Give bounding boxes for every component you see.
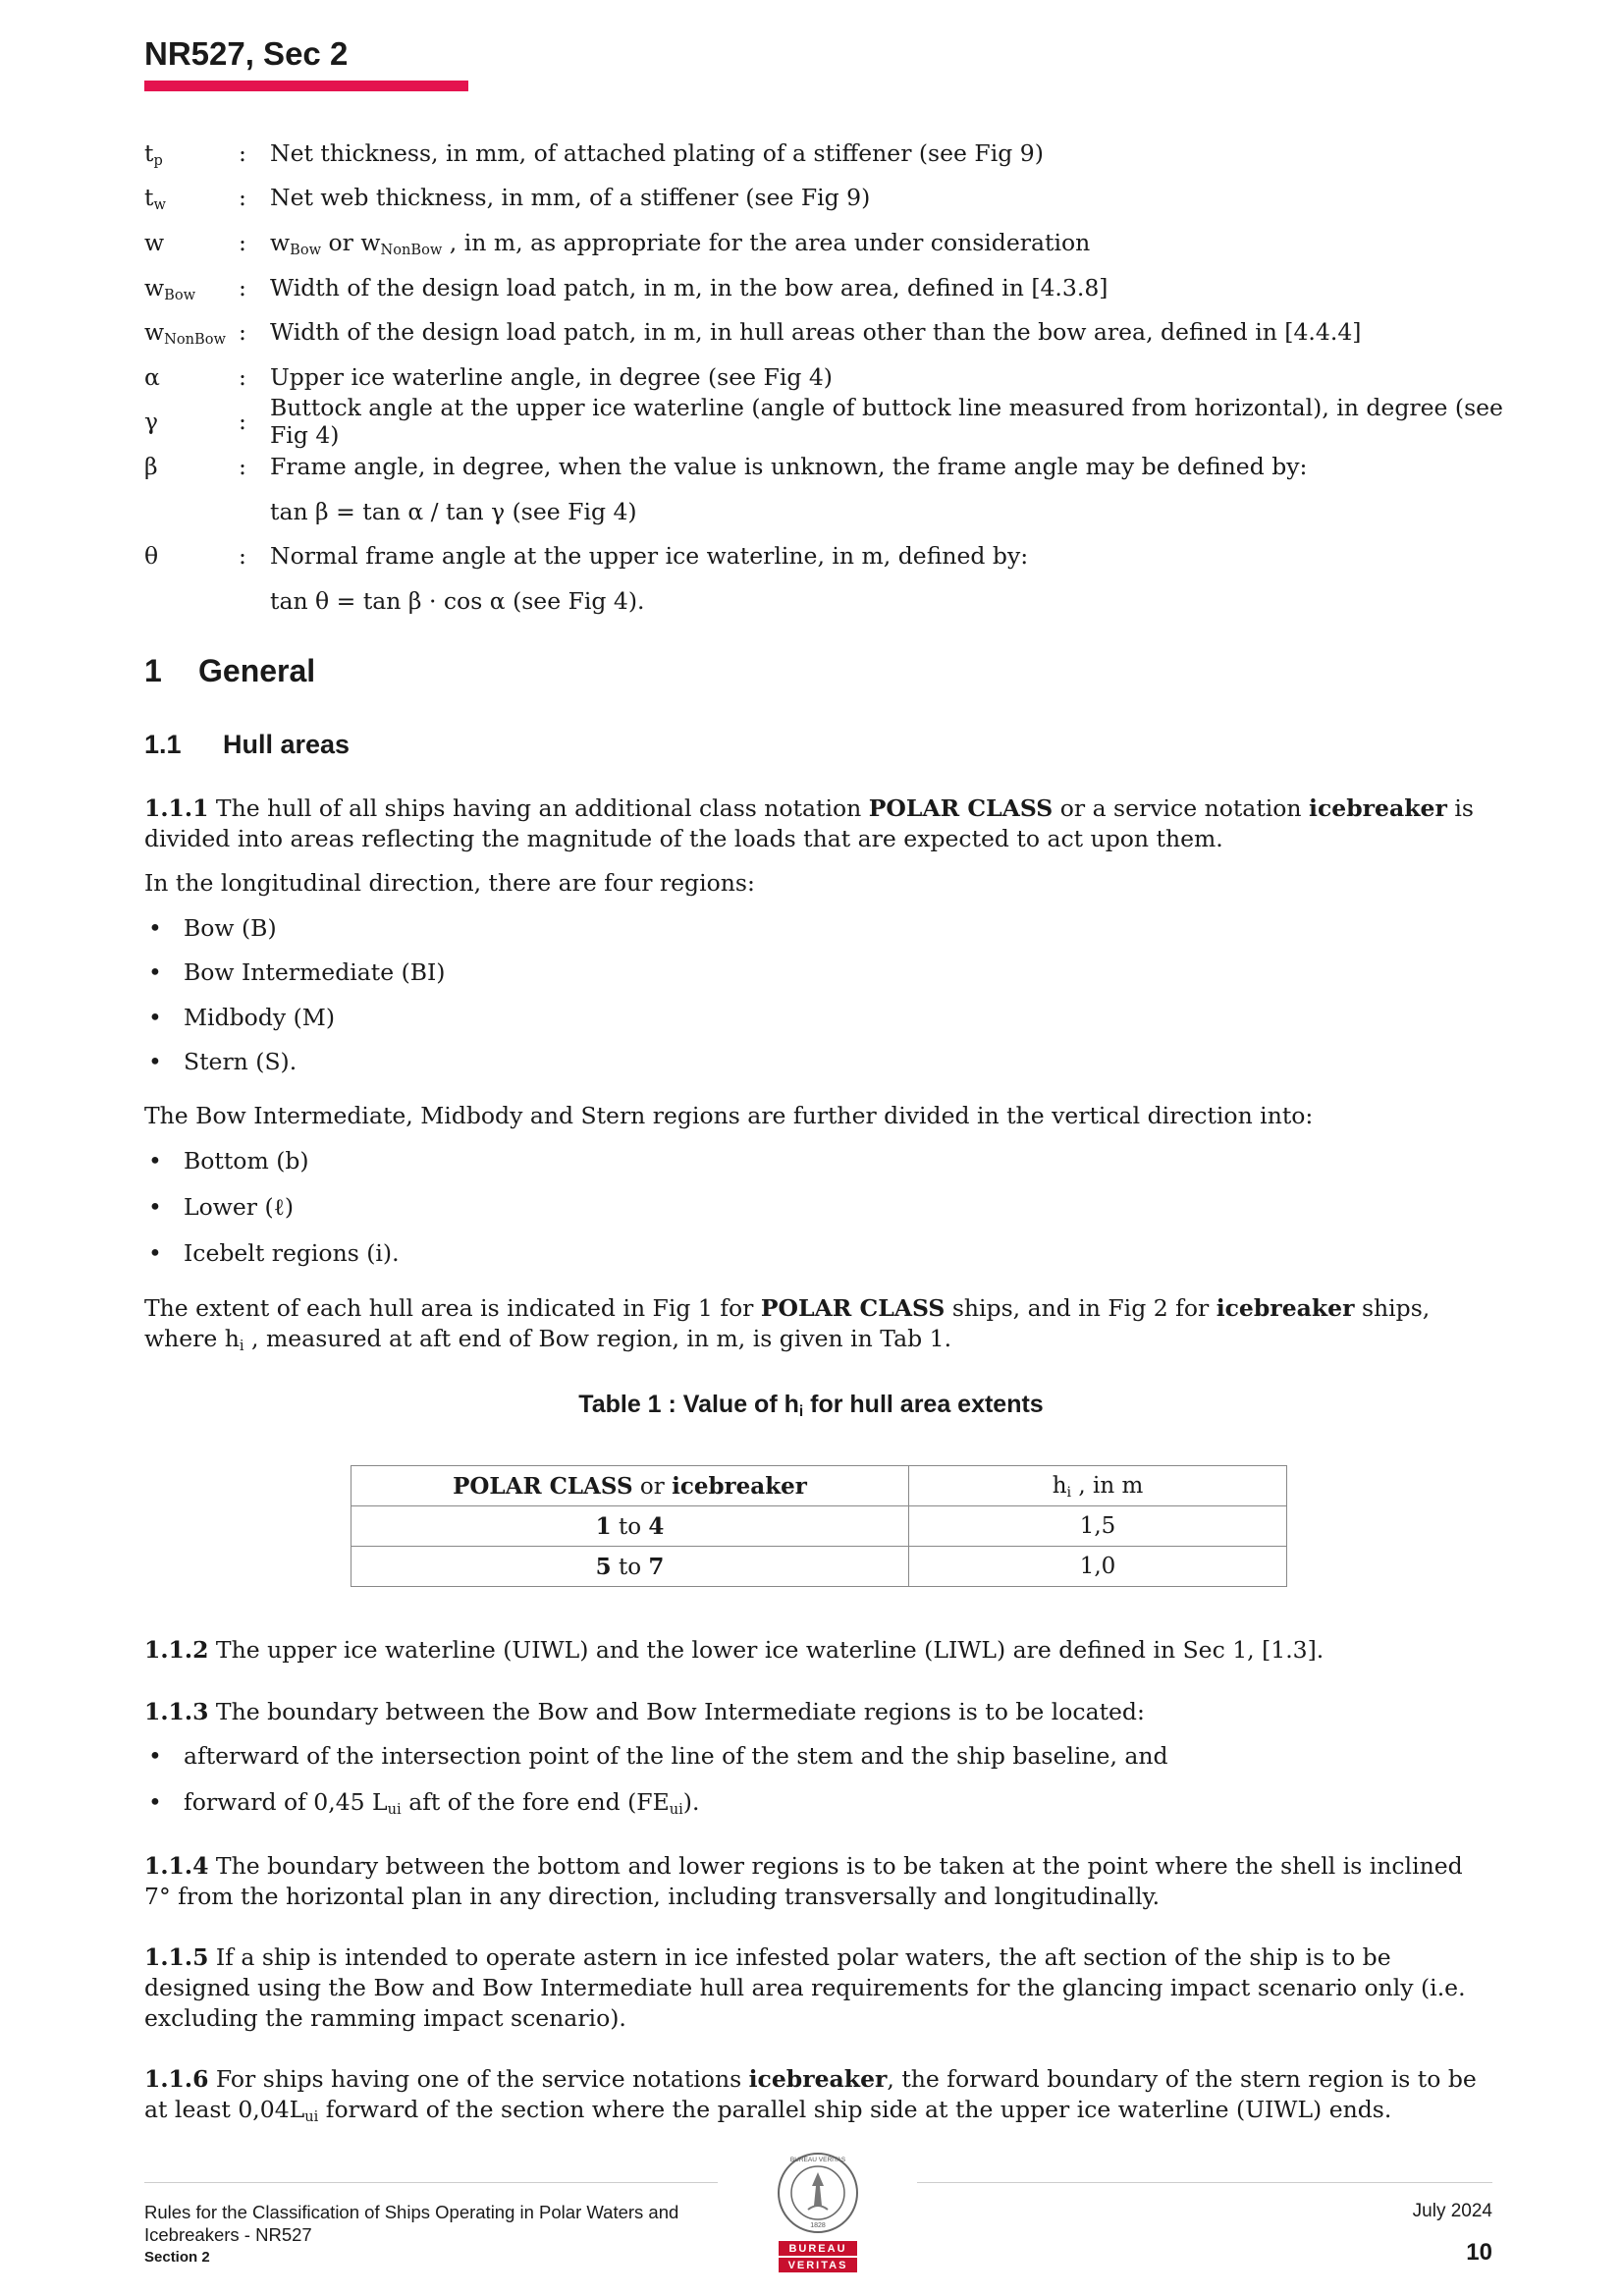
definition-row: $t_p$ : Net thickness, in mm, of attached plating of a stiffener (see Fig 9) [144,138,1044,169]
definition-row: $w_{Bow}$ : Width of the design load patch, in m, in the bow area, defined in [4.3.8] [144,273,1108,303]
paragraph-1-1-2: 1.1.2 The upper ice waterline (UIWL) and the lower ice waterline (LIWL) are defined in Sec 1, [1.3]. [144,1636,1325,1664]
longitudinal-intro: In the longitudinal direction, there are four regions: [144,869,755,897]
list-item: • Lower (ℓ) [148,1193,295,1221]
subsection-heading: 1.1 Hull areas [144,730,351,759]
paragraph-1-1-5: 1.1.5 If a ship is intended to operate astern in ice infested polar waters, the aft section of the ship is to be designed using the Bow and Bow Intermediate hull area requirements for the glancing impact scenario only (i.e. excluding the ramming impact scenario). [144,1943,1466,2032]
logo-year: 1828 [810,2222,826,2229]
table-header-cell: POLAR CLASS or icebreaker [351,1466,909,1506]
section-heading: 1 General [144,653,316,688]
table-row [351,1547,1287,1587]
definition-row: $w_{NonBow}$ : Width of the design load patch, in m, in hull areas other than the bow area, defined in [4.4.4] [144,318,1362,349]
definition-row: α : Upper ice waterline angle, in degree (see Fig 4) [144,362,833,391]
table-cell: 1,5 [909,1506,1287,1547]
table-cell: 1,0 [909,1547,1287,1587]
list-item: • Stern (S). [148,1048,297,1075]
symbol-definitions [144,131,1519,624]
paragraph-1-1-1: 1.1.1 The hull of all ships having an additional class notation POLAR CLASS or a service notation icebreaker is divided into areas reflecting the magnitude of the loads that are expected to act upon them. [144,794,1474,852]
vertical-intro: The Bow Intermediate, Midbody and Stern regions are further divided in the vertical direction into: [144,1102,1314,1129]
list-item: • Icebelt regions (i). [148,1239,400,1267]
footer-document-title: Rules for the Classification of Ships Operating in Polar Waters and Icebreakers - NR527 Section 2 [144,2202,679,2266]
page-number: 10 [1466,2239,1492,2266]
list-item: • forward of 0,45 $L_{ui}$ aft of the fore end $(FE_{ui})$. [148,1788,700,1818]
table-caption: Table 1 : Value of $h_i$ for hull area extents [578,1391,1044,1420]
table-header-row [351,1466,1287,1506]
header-title: NR527, Sec 2 [144,35,349,72]
footer-date: July 2024 [1412,2201,1492,2221]
list-item: • Midbody (M) [148,1004,336,1031]
logo-word-2: VERITAS [787,2260,848,2271]
list-item: • Bottom (b) [148,1147,309,1175]
list-item: • afterward of the intersection point of the line of the stem and the ship baseline, and [148,1742,1168,1770]
definition-row: β : Frame angle, in degree, when the value is unknown, the frame angle may be defined by: [144,452,1308,480]
paragraph-1-1-6: 1.1.6 For ships having one of the service notations icebreaker, the forward boundary of the stern region is to be at least $0,04L_{ui}$ forward of the section where the parallel ship side at the upper ice waterline (UIWL) ends. [144,2065,1477,2125]
definition-row: θ : Normal frame angle at the upper ice waterline, in m, defined by: [144,542,1029,571]
list-item: • Bow (B) [148,914,277,942]
bureau-veritas-logo [769,2149,867,2274]
definition-row: w : $w_{Bow}$ or $w_{NonBow}$ , in m, as appropriate for the area under consideration [144,228,1091,258]
table-cell: 1 to 4 [351,1506,909,1547]
header-accent-bar [144,81,468,91]
definition-formula: tan β = tan α / tan γ (see Fig 4) [270,497,637,525]
definition-row: γ : Buttock angle at the upper ice waterline (angle of buttock line measured from horizontal), in degree (see Fig 4) [144,394,1503,450]
hull-area-table [351,1465,1287,1587]
table-row [351,1506,1287,1547]
definition-formula: tan θ = tan β · cos α (see Fig 4). [270,586,645,615]
paragraph-1-1-4: 1.1.4 The boundary between the bottom and lower regions is to be taken at the point where the shell is inclined 7° from the horizontal plan in any direction, including transversally and longitudinally. [144,1852,1463,1910]
definition-row: $t_w$ : Net web thickness, in mm, of a stiffener (see Fig 9) [144,184,871,214]
hull-extent-paragraph: The extent of each hull area is indicated in Fig 1 for POLAR CLASS ships, and in Fig 2 for icebreaker ships, where $h_i$ , measured at aft end of Bow region, in m, is given in Tab 1. [144,1294,1431,1354]
table-cell: 5 to 7 [351,1547,909,1587]
paragraph-1-1-3: 1.1.3 The boundary between the Bow and Bow Intermediate regions is to be located: [144,1698,1145,1725]
logo-word-1: BUREAU [788,2243,847,2255]
footer-divider [917,2182,1492,2183]
footer-divider [144,2182,718,2183]
logo-ring-text: BUREAU VERITAS [789,2157,846,2163]
list-item: • Bow Intermediate (BI) [148,958,446,986]
table-header-cell: $h_i$ , in m [909,1466,1287,1506]
